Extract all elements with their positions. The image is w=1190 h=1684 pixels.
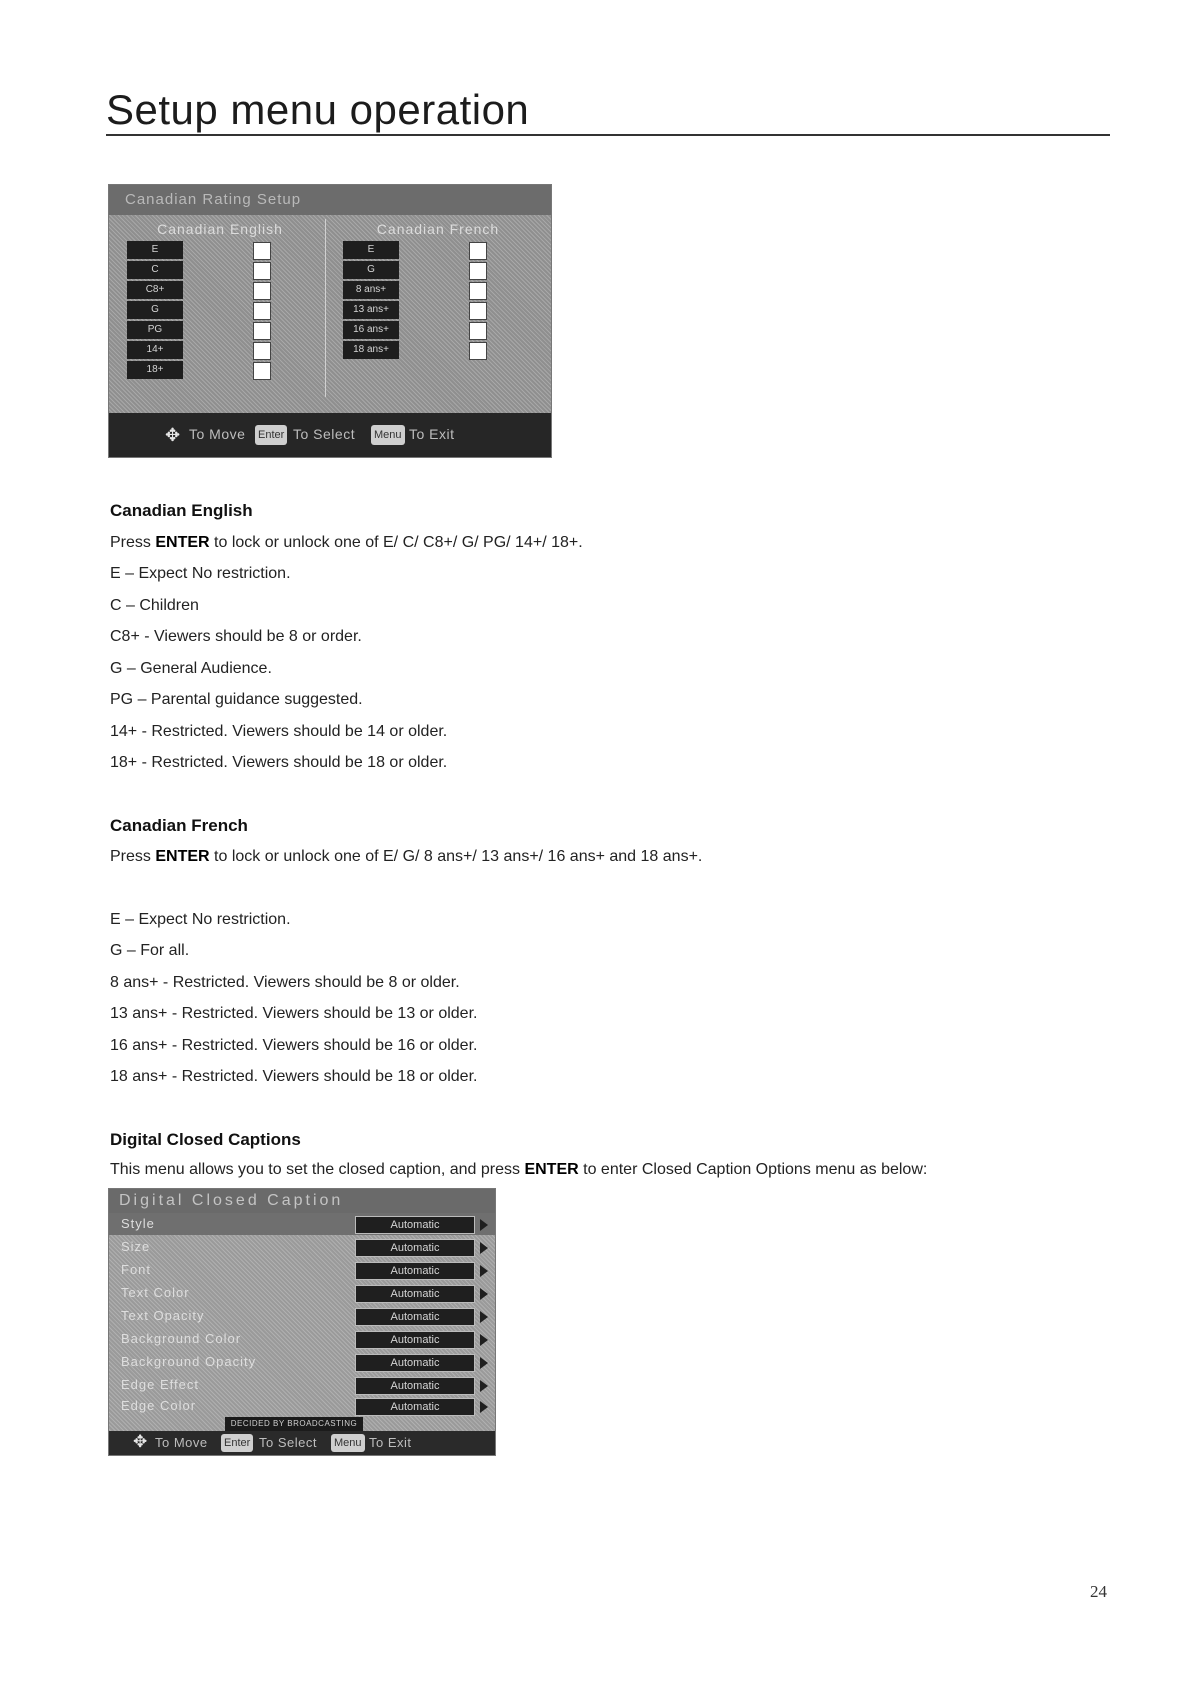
rating-description: C8+ - Viewers should be 8 or order. — [110, 628, 362, 645]
canadian-english-heading: Canadian English — [110, 501, 253, 520]
rating-description: 14+ - Restricted. Viewers should be 14 or older. — [110, 723, 448, 740]
rating-description: G – For all. — [110, 942, 190, 959]
cc-option-row[interactable] — [109, 1395, 495, 1417]
cc-option-label: Edge Color — [121, 1398, 197, 1413]
lock-checkbox[interactable] — [253, 262, 271, 280]
rating-label: 16 ans+ — [343, 321, 399, 339]
decided-by-broadcasting-badge: DECIDED BY BROADCASTING — [225, 1417, 363, 1431]
lock-checkbox[interactable] — [469, 282, 487, 300]
cc-option-row[interactable] — [109, 1282, 495, 1304]
move-arrows-icon: ✥ — [165, 425, 181, 445]
rating-label: E — [343, 241, 399, 259]
rating-description: 16 ans+ - Restricted. Viewers should be 16 or older. — [110, 1037, 478, 1054]
rating-label: PG — [127, 321, 183, 339]
cc-option-row[interactable] — [109, 1259, 495, 1281]
screen2-title: Digital Closed Caption — [109, 1189, 495, 1213]
move-arrows-icon: ✥ — [133, 1432, 148, 1451]
screen1-title: Canadian Rating Setup — [109, 185, 551, 215]
rating-label: 8 ans+ — [343, 281, 399, 299]
footer-move-text: To Move — [189, 426, 246, 442]
cc-option-value[interactable]: Automatic — [355, 1331, 475, 1349]
lock-checkbox[interactable] — [253, 302, 271, 320]
rating-row[interactable] — [127, 301, 317, 319]
footer-select-text: To Select — [259, 1435, 317, 1450]
cc-option-value[interactable]: Automatic — [355, 1354, 475, 1372]
rating-label: G — [343, 261, 399, 279]
lock-checkbox[interactable] — [469, 302, 487, 320]
rating-row[interactable] — [343, 261, 533, 279]
cc-option-row[interactable] — [109, 1328, 495, 1350]
cc-option-label: Text Color — [121, 1285, 190, 1300]
cc-option-row[interactable] — [109, 1351, 495, 1373]
cc-option-label: Font — [121, 1262, 152, 1277]
enter-key-text: ENTER — [155, 534, 210, 551]
cc-option-value[interactable]: Automatic — [355, 1308, 475, 1326]
lock-checkbox[interactable] — [469, 322, 487, 340]
footer-move-text: To Move — [155, 1435, 208, 1450]
cc-option-label: Text Opacity — [121, 1308, 205, 1323]
lock-checkbox[interactable] — [253, 322, 271, 340]
canadian-english-column — [115, 219, 326, 397]
rating-description: 18+ - Restricted. Viewers should be 18 or older. — [110, 754, 448, 771]
page-title: Setup menu operation — [106, 86, 530, 133]
enter-key-text: ENTER — [155, 848, 210, 865]
rating-label: 18+ — [127, 361, 183, 379]
page-number: 24 — [1090, 1582, 1107, 1601]
title-rule — [106, 134, 1110, 136]
rating-label: 13 ans+ — [343, 301, 399, 319]
rating-row[interactable] — [127, 281, 317, 299]
rating-row[interactable] — [127, 341, 317, 359]
cc-option-label: Size — [121, 1239, 151, 1254]
cc-option-row[interactable] — [109, 1236, 495, 1258]
rating-description: C – Children — [110, 597, 199, 614]
rating-label: G — [127, 301, 183, 319]
enter-key-icon: Enter — [221, 1434, 253, 1452]
rating-row[interactable] — [127, 261, 317, 279]
closed-caption-screenshot — [108, 1188, 496, 1456]
cc-option-value[interactable]: Automatic — [355, 1216, 475, 1234]
lock-checkbox[interactable] — [253, 362, 271, 380]
canadian-rating-screenshot — [108, 184, 552, 458]
cc-option-label: Style — [121, 1216, 155, 1231]
rating-row[interactable] — [343, 341, 533, 359]
lock-checkbox[interactable] — [253, 342, 271, 360]
canadian-french-intro: Press ENTER to lock or unlock one of E/ G/ 8 ans+/ 13 ans+/ 16 ans+ and 18 ans+. — [110, 848, 703, 865]
rating-label: 14+ — [127, 341, 183, 359]
rating-row[interactable] — [343, 281, 533, 299]
cc-option-value[interactable]: Automatic — [355, 1377, 475, 1395]
footer-exit-text: To Exit — [369, 1435, 412, 1450]
canadian-french-header: Canadian French — [376, 221, 500, 237]
lock-checkbox[interactable] — [469, 242, 487, 260]
cc-option-row[interactable] — [109, 1305, 495, 1327]
lock-checkbox[interactable] — [469, 262, 487, 280]
cc-option-row[interactable] — [109, 1374, 495, 1396]
rating-row[interactable] — [343, 241, 533, 259]
enter-key-text: ENTER — [524, 1161, 579, 1178]
lock-checkbox[interactable] — [469, 342, 487, 360]
cc-option-label: Background Opacity — [121, 1354, 257, 1369]
rating-row[interactable] — [343, 321, 533, 339]
rating-description: 13 ans+ - Restricted. Viewers should be 13 or older. — [110, 1005, 478, 1022]
rating-row[interactable] — [127, 241, 317, 259]
footer-exit-text: To Exit — [409, 426, 455, 442]
rating-row[interactable] — [127, 321, 317, 339]
rating-row[interactable] — [127, 361, 317, 379]
cc-option-label: Background Color — [121, 1331, 242, 1346]
canadian-english-intro: Press ENTER to lock or unlock one of E/ C/ C8+/ G/ PG/ 14+/ 18+. — [110, 534, 583, 551]
cc-option-value[interactable]: Automatic — [355, 1285, 475, 1303]
canadian-french-heading: Canadian French — [110, 816, 248, 835]
rating-label: E — [127, 241, 183, 259]
cc-option-value[interactable]: Automatic — [355, 1398, 475, 1416]
digital-cc-heading: Digital Closed Captions — [110, 1130, 301, 1149]
menu-key-icon: Menu — [331, 1434, 365, 1452]
screen2-footer — [109, 1431, 495, 1455]
cc-option-value[interactable]: Automatic — [355, 1239, 475, 1257]
rating-label: C — [127, 261, 183, 279]
cc-option-value[interactable]: Automatic — [355, 1262, 475, 1280]
cc-option-row[interactable] — [109, 1213, 495, 1235]
lock-checkbox[interactable] — [253, 242, 271, 260]
cc-option-label: Edge Effect — [121, 1377, 199, 1392]
rating-description: G – General Audience. — [110, 660, 272, 677]
menu-key-icon: Menu — [371, 425, 405, 445]
enter-key-icon: Enter — [255, 425, 287, 445]
rating-description: E – Expect No restriction. — [110, 565, 291, 582]
rating-description: 18 ans+ - Restricted. Viewers should be 18 or older. — [110, 1068, 478, 1085]
rating-description: E – Expect No restriction. — [110, 911, 291, 928]
canadian-english-header: Canadian English — [157, 221, 283, 237]
screen1-footer — [109, 413, 551, 457]
rating-description: 8 ans+ - Restricted. Viewers should be 8 or older. — [110, 974, 460, 991]
rating-label: C8+ — [127, 281, 183, 299]
canadian-french-column — [331, 219, 545, 397]
digital-cc-intro: This menu allows you to set the closed caption, and press ENTER to enter Closed Caption Options menu as below: — [110, 1161, 928, 1178]
rating-label: 18 ans+ — [343, 341, 399, 359]
lock-checkbox[interactable] — [253, 282, 271, 300]
footer-select-text: To Select — [293, 426, 356, 442]
rating-row[interactable] — [343, 301, 533, 319]
rating-description: PG – Parental guidance suggested. — [110, 691, 363, 708]
